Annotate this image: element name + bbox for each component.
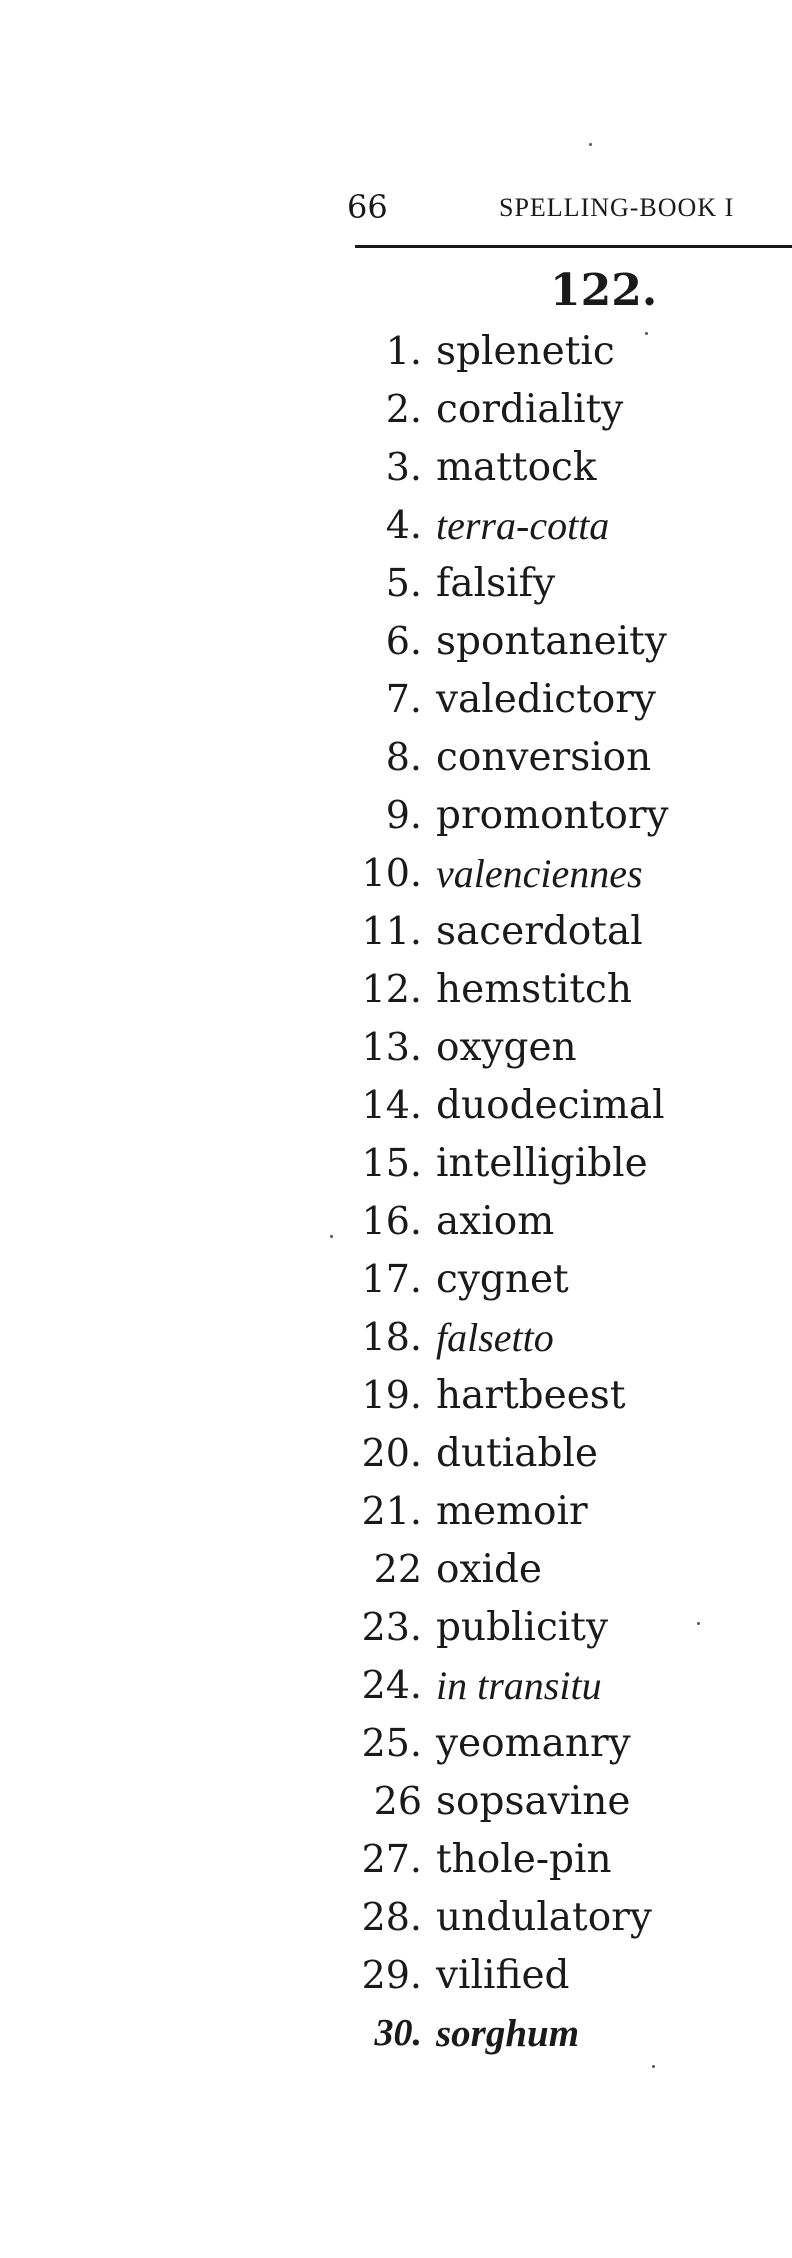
running-head: SPELLING-BOOK I	[499, 193, 735, 222]
word-entry	[330, 1424, 669, 1482]
word-number: 9.	[385, 793, 422, 837]
word-entry	[330, 1366, 669, 1424]
word-text: mattock	[436, 444, 597, 490]
word-text: thole-pin	[436, 1836, 612, 1882]
word-entry	[330, 844, 669, 902]
word-text: duodecimal	[436, 1082, 665, 1128]
word-entry	[330, 1656, 669, 1714]
word-number: 27.	[361, 1837, 422, 1881]
lesson-number: 122.	[550, 265, 658, 316]
word-number: 16.	[361, 1199, 422, 1243]
word-number: 20.	[361, 1431, 422, 1475]
word-text: promontory	[436, 792, 669, 838]
word-number: 4.	[385, 503, 422, 547]
paper-speck	[645, 332, 648, 335]
word-number: 19.	[361, 1373, 422, 1417]
word-number: 8.	[385, 735, 422, 779]
word-text: terra-cotta	[436, 502, 610, 548]
word-entry	[330, 380, 669, 438]
word-number: 3.	[385, 445, 422, 489]
word-entry	[330, 1772, 669, 1830]
paper-speck	[697, 1622, 700, 1625]
word-entry	[330, 1946, 669, 2004]
word-number: 6.	[385, 619, 422, 663]
word-text: sorghum	[436, 2011, 580, 2055]
word-number: 18.	[361, 1315, 422, 1359]
word-text: spontaneity	[436, 618, 667, 664]
word-text: falsetto	[436, 1314, 554, 1360]
word-text: dutiable	[436, 1430, 598, 1476]
word-entry	[330, 1308, 669, 1366]
word-entry	[330, 902, 669, 960]
word-number: 7.	[385, 677, 422, 721]
word-entry	[330, 1250, 669, 1308]
word-text: publicity	[436, 1604, 609, 1650]
word-entry	[330, 1076, 669, 1134]
word-text: cordiality	[436, 386, 624, 432]
word-entry	[330, 1714, 669, 1772]
word-number: 26	[373, 1779, 422, 1823]
word-entry	[330, 1540, 669, 1598]
word-entry	[330, 554, 669, 612]
word-text: splenetic	[436, 328, 615, 374]
word-number: 29.	[361, 1953, 422, 1997]
word-text: intelligible	[436, 1140, 648, 1186]
paper-speck	[652, 2065, 655, 2068]
word-entry	[330, 1830, 669, 1888]
word-number: 12.	[361, 967, 422, 1011]
header-rule	[355, 245, 792, 248]
word-text: oxygen	[436, 1024, 577, 1070]
word-text: cygnet	[436, 1256, 569, 1302]
word-number: 2.	[385, 387, 422, 431]
word-number: 17.	[361, 1257, 422, 1301]
word-text: sacerdotal	[436, 908, 643, 954]
word-number: 22	[373, 1547, 422, 1591]
word-text: undulatory	[436, 1894, 652, 1940]
word-entry	[330, 1018, 669, 1076]
word-entry	[330, 1192, 669, 1250]
word-number: 10.	[361, 851, 422, 895]
spelling-word-list	[330, 322, 669, 2062]
word-entry	[330, 670, 669, 728]
word-entry	[330, 728, 669, 786]
word-number: 30.	[374, 2012, 422, 2054]
word-text: memoir	[436, 1488, 588, 1534]
word-text: conversion	[436, 734, 652, 780]
word-number: 1.	[385, 329, 422, 373]
word-text: hartbeest	[436, 1372, 626, 1418]
word-entry	[330, 322, 669, 380]
word-text: hemstitch	[436, 966, 632, 1012]
word-number: 13.	[361, 1025, 422, 1069]
word-number: 24.	[361, 1663, 422, 1707]
word-entry	[330, 438, 669, 496]
paper-speck	[589, 143, 592, 146]
word-entry	[330, 1134, 669, 1192]
word-text: in transitu	[436, 1662, 602, 1708]
word-number: 28.	[361, 1895, 422, 1939]
paper-speck	[330, 1235, 333, 1238]
word-text: oxide	[436, 1546, 542, 1592]
word-number: 23.	[361, 1605, 422, 1649]
word-entry	[330, 786, 669, 844]
word-text: vilified	[436, 1952, 570, 1998]
word-entry	[330, 1888, 669, 1946]
word-number: 25.	[361, 1721, 422, 1765]
word-entry	[330, 612, 669, 670]
word-text: valenciennes	[436, 850, 643, 896]
word-number: 15.	[361, 1141, 422, 1185]
word-number: 5.	[385, 561, 422, 605]
word-entry	[330, 2004, 669, 2062]
word-text: falsify	[436, 560, 556, 606]
word-text: yeomanry	[436, 1720, 631, 1766]
word-number: 14.	[361, 1083, 422, 1127]
word-number: 11.	[361, 909, 422, 953]
word-entry	[330, 1482, 669, 1540]
word-text: axiom	[436, 1198, 555, 1244]
word-text: sopsavine	[436, 1778, 631, 1824]
word-entry	[330, 960, 669, 1018]
page-number: 66	[347, 188, 388, 226]
word-number: 21.	[361, 1489, 422, 1533]
word-entry	[330, 496, 669, 554]
word-entry	[330, 1598, 669, 1656]
word-text: valedictory	[436, 676, 656, 722]
